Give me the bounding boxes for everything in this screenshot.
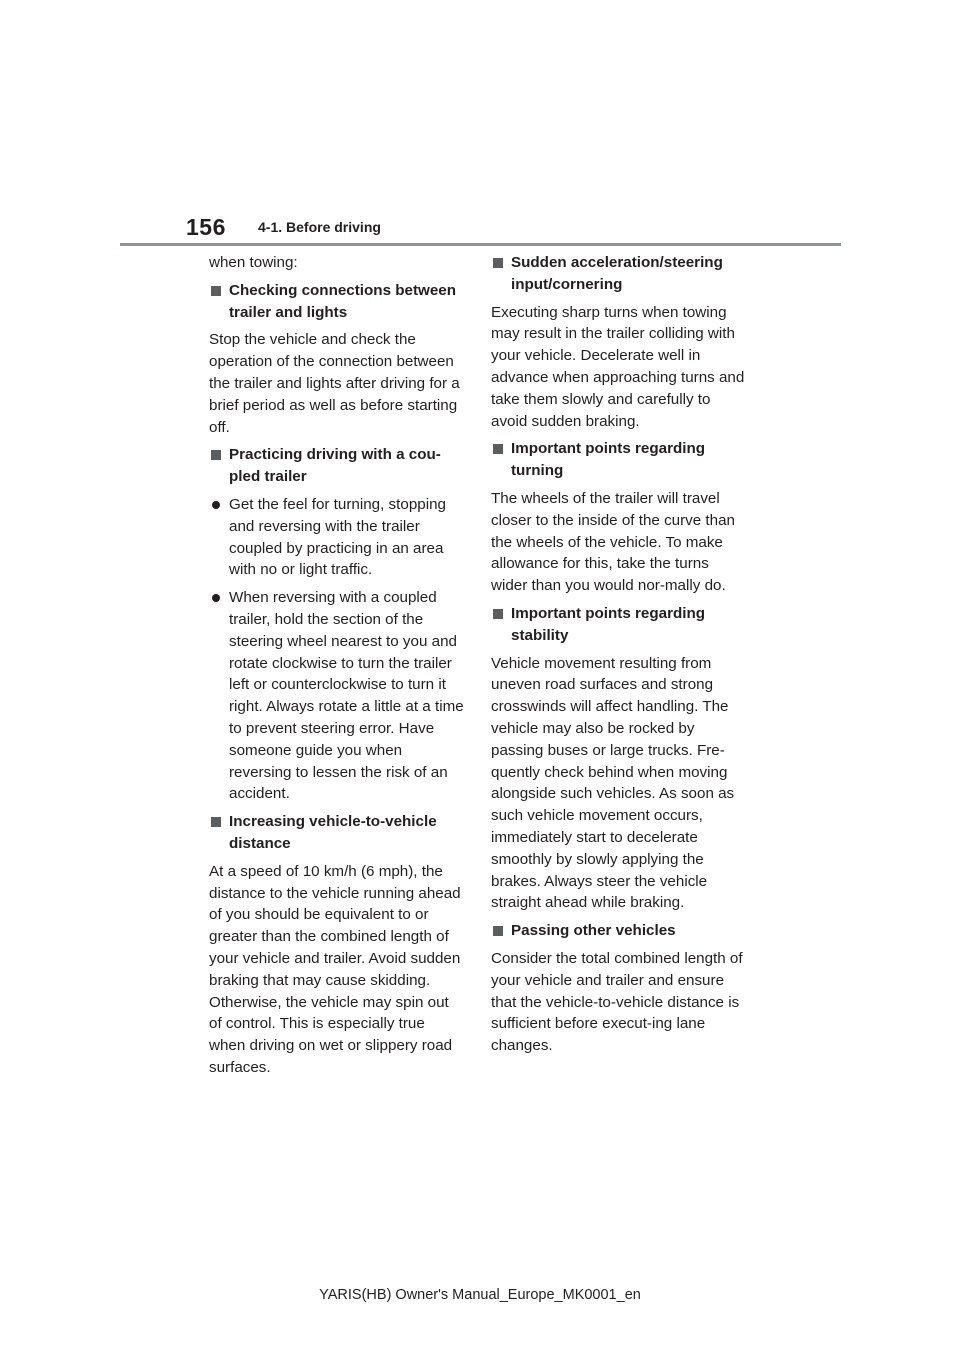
heading-stability: Important points regarding stability xyxy=(491,603,747,647)
paragraph-increasing-distance: At a speed of 10 km/h (6 mph), the distance to the vehicle running ahead of you should be equivalent to or greater than the combined length of your vehicle and trailer. Avoid sudden braking that may cause skidding. Otherwise, the vehicle may spin out of control. This is especially true when driving on wet or slippery road surfaces. xyxy=(209,862,461,1076)
heading-practicing-driving: Practicing driving with a cou-pled trailer xyxy=(209,444,465,488)
header-rule xyxy=(120,243,841,246)
left-column xyxy=(209,252,465,1085)
page-number: 156 xyxy=(186,214,226,240)
heading-increasing-distance: Increasing vehicle-to-vehicle distance xyxy=(209,811,465,855)
paragraph-stability: Vehicle movement resulting from uneven road surfaces and strong crosswinds will affect handling. The vehicle may also be rocked by passing buses or large trucks. Fre-quently check behind when moving alongside such vehicles. As soon as such vehicle movement occurs, immediately start to decelerate smoothly by slowly applying the brakes. Always steer the vehicle straight ahead while braking. xyxy=(491,654,735,912)
heading-sudden-acceleration: Sudden acceleration/steering input/cornering xyxy=(491,252,747,296)
section-title: 4-1. Before driving xyxy=(258,219,381,235)
footer-text: YARIS(HB) Owner's Manual_Europe_MK0001_en xyxy=(319,1287,641,1303)
heading-turning: Important points regarding turning xyxy=(491,438,747,482)
right-column xyxy=(491,252,747,1063)
bullet-item: Get the feel for turning, stopping and reversing with the trailer coupled by practicing in an area with no or light traffic. xyxy=(209,494,465,581)
intro-text: when towing: xyxy=(209,254,298,271)
paragraph-checking-connections: Stop the vehicle and check the operation of the connection between the trailer and lights after driving for a brief period as well as before starting off. xyxy=(209,331,460,436)
paragraph-turning: The wheels of the trailer will travel closer to the inside of the curve than the wheels of the vehicle. To make allowance for this, take the turns wider than you would nor-mally do. xyxy=(491,489,735,595)
heading-passing: Passing other vehicles xyxy=(491,920,747,942)
bullet-item: When reversing with a coupled trailer, hold the section of the steering wheel nearest to you and rotate clockwise to turn the trailer left or counterclockwise to turn it right. Always rotate a little at a time to prevent steering error. Have someone guide you when reversing to lessen the risk of an accident. xyxy=(209,587,465,805)
paragraph-passing: Consider the total combined length of your vehicle and trailer and ensure that the vehicle-to-vehicle distance is sufficient before execut-ing lane changes. xyxy=(491,949,743,1055)
heading-checking-connections: Checking connections between trailer and lights xyxy=(209,280,465,324)
paragraph-sudden-acceleration: Executing sharp turns when towing may result in the trailer colliding with your vehicle. Decelerate well in advance when approaching turns and take them slowly and carefully to avoid sudden braking. xyxy=(491,303,745,430)
